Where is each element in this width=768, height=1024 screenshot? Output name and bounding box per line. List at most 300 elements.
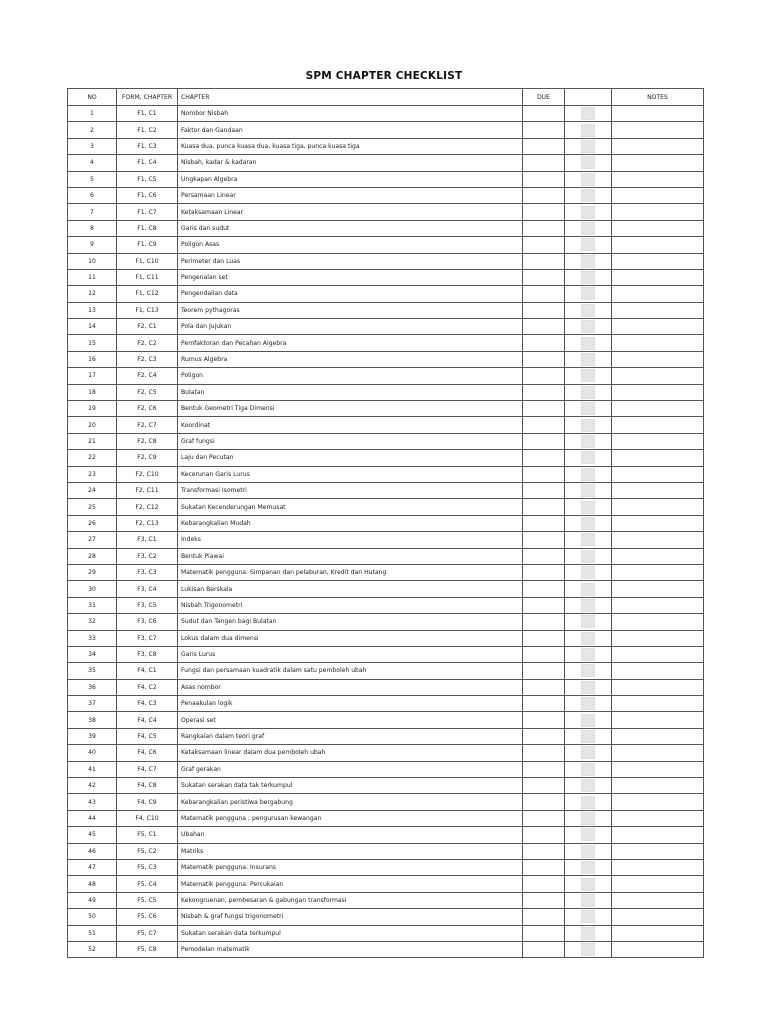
row-notes-cell[interactable] xyxy=(612,499,704,515)
row-notes-cell[interactable] xyxy=(612,302,704,318)
row-notes-cell[interactable] xyxy=(612,794,704,810)
row-checkbox[interactable] xyxy=(581,632,595,645)
row-checkbox[interactable] xyxy=(581,353,595,366)
row-due-cell[interactable] xyxy=(523,728,565,744)
row-form-chapter: F3, C6 xyxy=(117,614,178,630)
row-checkbox-cell xyxy=(565,810,612,826)
row-number: 1 xyxy=(68,106,117,122)
row-number: 20 xyxy=(68,417,117,433)
row-notes-cell[interactable] xyxy=(612,237,704,253)
row-chapter-name: Kebarangkalian peristiwa bergabung xyxy=(178,794,523,810)
row-form-chapter: F5, C3 xyxy=(117,859,178,875)
row-due-cell[interactable] xyxy=(523,384,565,400)
row-due-cell[interactable] xyxy=(523,106,565,122)
table-row xyxy=(68,745,704,761)
row-notes-cell[interactable] xyxy=(612,778,704,794)
row-checkbox[interactable] xyxy=(581,894,595,907)
row-notes-cell[interactable] xyxy=(612,630,704,646)
row-checkbox[interactable] xyxy=(581,812,595,825)
table-row xyxy=(68,810,704,826)
row-checkbox-cell xyxy=(565,778,612,794)
row-chapter-name: Poligon Asas xyxy=(178,237,523,253)
row-due-cell[interactable] xyxy=(523,515,565,531)
row-due-cell[interactable] xyxy=(523,204,565,220)
row-notes-cell[interactable] xyxy=(612,122,704,138)
row-chapter-name: Pengenalan set xyxy=(178,269,523,285)
row-checkbox[interactable] xyxy=(581,402,595,415)
row-number: 49 xyxy=(68,892,117,908)
row-checkbox[interactable] xyxy=(581,484,595,497)
row-form-chapter: F2, C6 xyxy=(117,401,178,417)
row-checkbox-cell xyxy=(565,171,612,187)
row-checkbox[interactable] xyxy=(581,927,595,940)
table-row xyxy=(68,335,704,351)
row-chapter-name: Faktor dan Gandaan xyxy=(178,122,523,138)
row-chapter-name: Kuasa dua, punca kuasa dua, kuasa tiga, punca kuasa tiga xyxy=(178,138,523,154)
row-form-chapter: F4, C7 xyxy=(117,761,178,777)
row-notes-cell[interactable] xyxy=(612,581,704,597)
row-number: 23 xyxy=(68,466,117,482)
row-checkbox-cell xyxy=(565,269,612,285)
row-notes-cell[interactable] xyxy=(612,450,704,466)
row-chapter-name: Kebarangkalian Mudah xyxy=(178,515,523,531)
row-checkbox-cell xyxy=(565,302,612,318)
row-checkbox[interactable] xyxy=(581,583,595,596)
row-due-cell[interactable] xyxy=(523,941,565,957)
row-due-cell[interactable] xyxy=(523,155,565,171)
row-due-cell[interactable] xyxy=(523,679,565,695)
table-row xyxy=(68,302,704,318)
row-notes-cell[interactable] xyxy=(612,187,704,203)
row-number: 22 xyxy=(68,450,117,466)
row-due-cell[interactable] xyxy=(523,696,565,712)
table-row xyxy=(68,319,704,335)
row-checkbox[interactable] xyxy=(581,861,595,874)
row-notes-cell[interactable] xyxy=(612,892,704,908)
row-chapter-name: Bulatan xyxy=(178,384,523,400)
row-checkbox[interactable] xyxy=(581,124,595,137)
row-number: 2 xyxy=(68,122,117,138)
row-checkbox[interactable] xyxy=(581,255,595,268)
row-checkbox[interactable] xyxy=(581,419,595,432)
row-due-cell[interactable] xyxy=(523,712,565,728)
row-due-cell[interactable] xyxy=(523,253,565,269)
row-due-cell[interactable] xyxy=(523,237,565,253)
row-checkbox[interactable] xyxy=(581,369,595,382)
row-checkbox[interactable] xyxy=(581,337,595,350)
table-row xyxy=(68,646,704,662)
row-checkbox[interactable] xyxy=(581,845,595,858)
row-notes-cell[interactable] xyxy=(612,925,704,941)
row-chapter-name: Rangkaian dalam teori graf xyxy=(178,728,523,744)
row-due-cell[interactable] xyxy=(523,269,565,285)
row-checkbox[interactable] xyxy=(581,943,595,956)
row-checkbox[interactable] xyxy=(581,779,595,792)
row-checkbox-cell xyxy=(565,663,612,679)
row-chapter-name: Nisbah, kadar & kadaran xyxy=(178,155,523,171)
table-row xyxy=(68,597,704,613)
row-chapter-name: Asas nombor xyxy=(178,679,523,695)
row-chapter-name: Sukatan serakan data terkumpul xyxy=(178,925,523,941)
row-chapter-name: Ketaksamaan Linear xyxy=(178,204,523,220)
table-row xyxy=(68,614,704,630)
row-chapter-name: Sukatan Kecenderungan Memusat xyxy=(178,499,523,515)
row-number: 34 xyxy=(68,646,117,662)
table-row xyxy=(68,630,704,646)
row-checkbox[interactable] xyxy=(581,222,595,235)
row-chapter-name: Perimeter dan Luas xyxy=(178,253,523,269)
row-number: 31 xyxy=(68,597,117,613)
row-due-cell[interactable] xyxy=(523,663,565,679)
row-due-cell[interactable] xyxy=(523,433,565,449)
table-row xyxy=(68,220,704,236)
row-checkbox[interactable] xyxy=(581,796,595,809)
row-checkbox[interactable] xyxy=(581,648,595,661)
row-form-chapter: F1, C13 xyxy=(117,302,178,318)
table-row xyxy=(68,581,704,597)
row-due-cell[interactable] xyxy=(523,909,565,925)
row-form-chapter: F4, C4 xyxy=(117,712,178,728)
row-chapter-name: Pemodelan matematik xyxy=(178,941,523,957)
row-due-cell[interactable] xyxy=(523,466,565,482)
row-chapter-name: Laju dan Pecutan xyxy=(178,450,523,466)
row-form-chapter: F1, C4 xyxy=(117,155,178,171)
row-due-cell[interactable] xyxy=(523,614,565,630)
row-notes-cell[interactable] xyxy=(612,646,704,662)
row-number: 45 xyxy=(68,827,117,843)
table-row xyxy=(68,876,704,892)
row-checkbox[interactable] xyxy=(581,714,595,727)
row-checkbox-cell xyxy=(565,859,612,875)
row-checkbox-cell xyxy=(565,630,612,646)
row-checkbox[interactable] xyxy=(581,468,595,481)
row-checkbox[interactable] xyxy=(581,828,595,841)
row-number: 29 xyxy=(68,564,117,580)
row-checkbox[interactable] xyxy=(581,746,595,759)
row-notes-cell[interactable] xyxy=(612,827,704,843)
row-notes-cell[interactable] xyxy=(612,941,704,957)
row-chapter-name: Koordinat xyxy=(178,417,523,433)
row-chapter-name: Penaakulan logik xyxy=(178,696,523,712)
row-checkbox[interactable] xyxy=(581,320,595,333)
row-due-cell[interactable] xyxy=(523,810,565,826)
row-notes-cell[interactable] xyxy=(612,696,704,712)
row-checkbox[interactable] xyxy=(581,156,595,169)
row-notes-cell[interactable] xyxy=(612,761,704,777)
row-due-cell[interactable] xyxy=(523,532,565,548)
row-checkbox[interactable] xyxy=(581,386,595,399)
row-due-cell[interactable] xyxy=(523,892,565,908)
row-checkbox-cell xyxy=(565,106,612,122)
row-notes-cell[interactable] xyxy=(612,745,704,761)
row-notes-cell[interactable] xyxy=(612,614,704,630)
row-checkbox[interactable] xyxy=(581,615,595,628)
row-number: 51 xyxy=(68,925,117,941)
row-checkbox-cell xyxy=(565,909,612,925)
row-chapter-name: Matematik pengguna: Insurans xyxy=(178,859,523,875)
row-notes-cell[interactable] xyxy=(612,876,704,892)
row-checkbox-cell xyxy=(565,712,612,728)
row-checkbox-cell xyxy=(565,319,612,335)
row-notes-cell[interactable] xyxy=(612,663,704,679)
row-checkbox-cell xyxy=(565,564,612,580)
row-checkbox[interactable] xyxy=(581,287,595,300)
row-checkbox-cell xyxy=(565,794,612,810)
row-notes-cell[interactable] xyxy=(612,171,704,187)
row-due-cell[interactable] xyxy=(523,778,565,794)
row-form-chapter: F1, C1 xyxy=(117,106,178,122)
header-no: NO xyxy=(68,89,117,106)
row-due-cell[interactable] xyxy=(523,876,565,892)
row-chapter-name: Sukatan serakan data tak terkumpul xyxy=(178,778,523,794)
row-number: 26 xyxy=(68,515,117,531)
table-row xyxy=(68,138,704,154)
row-checkbox[interactable] xyxy=(581,189,595,202)
row-number: 13 xyxy=(68,302,117,318)
row-number: 18 xyxy=(68,384,117,400)
row-notes-cell[interactable] xyxy=(612,433,704,449)
row-checkbox[interactable] xyxy=(581,681,595,694)
row-number: 30 xyxy=(68,581,117,597)
row-due-cell[interactable] xyxy=(523,745,565,761)
table-row xyxy=(68,761,704,777)
row-due-cell[interactable] xyxy=(523,482,565,498)
table-row xyxy=(68,909,704,925)
row-checkbox-cell xyxy=(565,187,612,203)
row-form-chapter: F5, C6 xyxy=(117,909,178,925)
row-checkbox-cell xyxy=(565,892,612,908)
row-due-cell[interactable] xyxy=(523,450,565,466)
row-chapter-name: Bentuk Geometri Tiga Dimensi xyxy=(178,401,523,417)
row-notes-cell[interactable] xyxy=(612,253,704,269)
row-due-cell[interactable] xyxy=(523,401,565,417)
row-number: 38 xyxy=(68,712,117,728)
row-due-cell[interactable] xyxy=(523,646,565,662)
table-row xyxy=(68,417,704,433)
row-checkbox-cell xyxy=(565,417,612,433)
row-checkbox[interactable] xyxy=(581,435,595,448)
row-notes-cell[interactable] xyxy=(612,401,704,417)
row-checkbox[interactable] xyxy=(581,664,595,677)
row-due-cell[interactable] xyxy=(523,843,565,859)
row-form-chapter: F3, C2 xyxy=(117,548,178,564)
row-due-cell[interactable] xyxy=(523,351,565,367)
row-checkbox[interactable] xyxy=(581,550,595,563)
row-notes-cell[interactable] xyxy=(612,417,704,433)
table-row xyxy=(68,696,704,712)
row-checkbox-cell xyxy=(565,532,612,548)
row-notes-cell[interactable] xyxy=(612,466,704,482)
row-notes-cell[interactable] xyxy=(612,909,704,925)
table-row xyxy=(68,941,704,957)
row-chapter-name: Matematik pengguna: Percukaian xyxy=(178,876,523,892)
table-row xyxy=(68,237,704,253)
row-number: 4 xyxy=(68,155,117,171)
table-row xyxy=(68,155,704,171)
row-form-chapter: F3, C8 xyxy=(117,646,178,662)
row-checkbox[interactable] xyxy=(581,566,595,579)
row-due-cell[interactable] xyxy=(523,122,565,138)
row-checkbox[interactable] xyxy=(581,697,595,710)
row-checkbox-cell xyxy=(565,696,612,712)
row-checkbox-cell xyxy=(565,351,612,367)
row-notes-cell[interactable] xyxy=(612,220,704,236)
row-checkbox[interactable] xyxy=(581,878,595,891)
page-title: SPM CHAPTER CHECKLIST xyxy=(305,70,463,82)
row-checkbox[interactable] xyxy=(581,107,595,120)
row-notes-cell[interactable] xyxy=(612,269,704,285)
row-number: 52 xyxy=(68,941,117,957)
row-checkbox[interactable] xyxy=(581,501,595,514)
row-notes-cell[interactable] xyxy=(612,712,704,728)
row-checkbox[interactable] xyxy=(581,140,595,153)
row-checkbox-cell xyxy=(565,204,612,220)
table-row xyxy=(68,466,704,482)
row-chapter-name: Teorem pythagoras xyxy=(178,302,523,318)
row-due-cell[interactable] xyxy=(523,286,565,302)
row-checkbox[interactable] xyxy=(581,271,595,284)
row-number: 33 xyxy=(68,630,117,646)
header-notes: NOTES xyxy=(612,89,704,106)
table-row xyxy=(68,564,704,580)
row-number: 10 xyxy=(68,253,117,269)
row-number: 3 xyxy=(68,138,117,154)
row-due-cell[interactable] xyxy=(523,794,565,810)
row-number: 50 xyxy=(68,909,117,925)
row-form-chapter: F1, C7 xyxy=(117,204,178,220)
row-notes-cell[interactable] xyxy=(612,335,704,351)
row-due-cell[interactable] xyxy=(523,827,565,843)
row-notes-cell[interactable] xyxy=(612,106,704,122)
row-checkbox-cell xyxy=(565,499,612,515)
table-row xyxy=(68,187,704,203)
row-due-cell[interactable] xyxy=(523,499,565,515)
row-notes-cell[interactable] xyxy=(612,286,704,302)
row-checkbox[interactable] xyxy=(581,238,595,251)
row-notes-cell[interactable] xyxy=(612,368,704,384)
row-notes-cell[interactable] xyxy=(612,564,704,580)
row-number: 12 xyxy=(68,286,117,302)
table-row xyxy=(68,548,704,564)
row-checkbox-cell xyxy=(565,761,612,777)
row-checkbox[interactable] xyxy=(581,910,595,923)
row-checkbox-cell xyxy=(565,433,612,449)
row-notes-cell[interactable] xyxy=(612,384,704,400)
row-checkbox-cell xyxy=(565,646,612,662)
row-chapter-name: Rumus Algebra xyxy=(178,351,523,367)
row-form-chapter: F1, C3 xyxy=(117,138,178,154)
row-notes-cell[interactable] xyxy=(612,843,704,859)
row-checkbox[interactable] xyxy=(581,533,595,546)
row-notes-cell[interactable] xyxy=(612,810,704,826)
row-number: 47 xyxy=(68,859,117,875)
row-due-cell[interactable] xyxy=(523,925,565,941)
row-notes-cell[interactable] xyxy=(612,679,704,695)
row-form-chapter: F2, C9 xyxy=(117,450,178,466)
row-chapter-name: Indeks xyxy=(178,532,523,548)
row-due-cell[interactable] xyxy=(523,220,565,236)
row-due-cell[interactable] xyxy=(523,417,565,433)
row-due-cell[interactable] xyxy=(523,581,565,597)
row-due-cell[interactable] xyxy=(523,597,565,613)
row-checkbox[interactable] xyxy=(581,206,595,219)
row-checkbox[interactable] xyxy=(581,763,595,776)
row-due-cell[interactable] xyxy=(523,564,565,580)
row-notes-cell[interactable] xyxy=(612,532,704,548)
row-form-chapter: F2, C4 xyxy=(117,368,178,384)
row-form-chapter: F1, C5 xyxy=(117,171,178,187)
row-notes-cell[interactable] xyxy=(612,204,704,220)
row-checkbox-cell xyxy=(565,335,612,351)
row-checkbox[interactable] xyxy=(581,304,595,317)
row-chapter-name: Lokus dalam dua dimensi xyxy=(178,630,523,646)
row-form-chapter: F1, C12 xyxy=(117,286,178,302)
table-row xyxy=(68,663,704,679)
row-number: 6 xyxy=(68,187,117,203)
row-form-chapter: F3, C1 xyxy=(117,532,178,548)
row-notes-cell[interactable] xyxy=(612,155,704,171)
row-due-cell[interactable] xyxy=(523,548,565,564)
row-number: 28 xyxy=(68,548,117,564)
row-number: 27 xyxy=(68,532,117,548)
row-due-cell[interactable] xyxy=(523,187,565,203)
row-due-cell[interactable] xyxy=(523,302,565,318)
row-checkbox-cell xyxy=(565,384,612,400)
row-chapter-name: Transformasi Isometri xyxy=(178,482,523,498)
row-due-cell[interactable] xyxy=(523,761,565,777)
row-notes-cell[interactable] xyxy=(612,859,704,875)
row-notes-cell[interactable] xyxy=(612,515,704,531)
row-due-cell[interactable] xyxy=(523,138,565,154)
row-due-cell[interactable] xyxy=(523,335,565,351)
row-due-cell[interactable] xyxy=(523,319,565,335)
row-due-cell[interactable] xyxy=(523,368,565,384)
row-form-chapter: F4, C5 xyxy=(117,728,178,744)
row-notes-cell[interactable] xyxy=(612,138,704,154)
table-row xyxy=(68,778,704,794)
row-due-cell[interactable] xyxy=(523,630,565,646)
row-number: 48 xyxy=(68,876,117,892)
row-notes-cell[interactable] xyxy=(612,597,704,613)
row-checkbox-cell xyxy=(565,679,612,695)
row-checkbox[interactable] xyxy=(581,451,595,464)
row-checkbox-cell xyxy=(565,827,612,843)
row-number: 16 xyxy=(68,351,117,367)
row-notes-cell[interactable] xyxy=(612,482,704,498)
row-chapter-name: Nisbah Trigonometri xyxy=(178,597,523,613)
row-notes-cell[interactable] xyxy=(612,319,704,335)
header-due: DUE xyxy=(523,89,565,106)
row-number: 42 xyxy=(68,778,117,794)
row-checkbox-cell xyxy=(565,876,612,892)
row-checkbox-cell xyxy=(565,253,612,269)
row-due-cell[interactable] xyxy=(523,859,565,875)
row-due-cell[interactable] xyxy=(523,171,565,187)
row-checkbox-cell xyxy=(565,368,612,384)
row-checkbox[interactable] xyxy=(581,517,595,530)
header-form-chapter: FORM, CHAPTER xyxy=(117,89,178,106)
row-notes-cell[interactable] xyxy=(612,351,704,367)
row-checkbox[interactable] xyxy=(581,173,595,186)
row-checkbox[interactable] xyxy=(581,599,595,612)
row-notes-cell[interactable] xyxy=(612,728,704,744)
row-chapter-name: Ketaksamaan linear dalam dua pemboleh ubah xyxy=(178,745,523,761)
row-form-chapter: F4, C9 xyxy=(117,794,178,810)
row-checkbox[interactable] xyxy=(581,730,595,743)
row-notes-cell[interactable] xyxy=(612,548,704,564)
row-form-chapter: F1, C8 xyxy=(117,220,178,236)
table-row xyxy=(68,351,704,367)
